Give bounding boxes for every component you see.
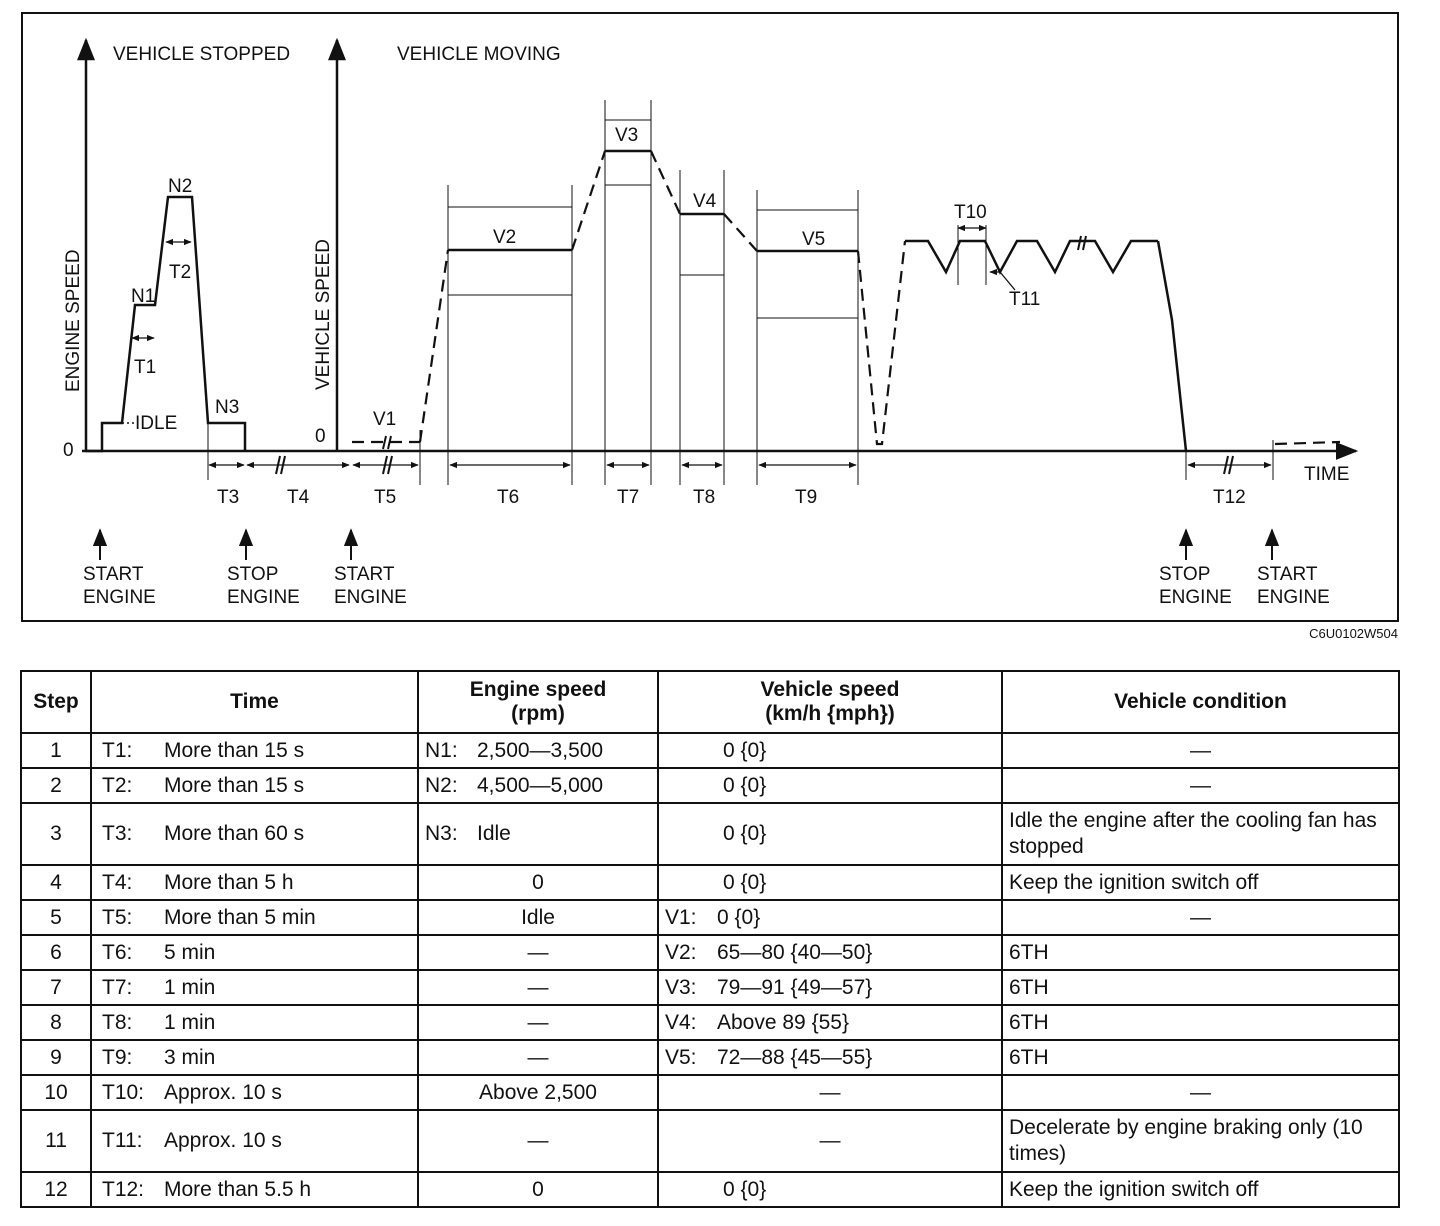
event-line: ENGINE	[334, 587, 407, 608]
label-t8: T8	[693, 487, 716, 508]
cell-engine-speed	[418, 733, 658, 768]
figure-code: C6U0102W504	[1309, 626, 1398, 641]
label-v4: V4	[693, 191, 717, 212]
table-row	[21, 733, 1399, 768]
cell-engine-speed	[418, 900, 658, 935]
cell-time	[91, 1172, 418, 1207]
label-n3: N3	[215, 397, 240, 418]
label-zero-vehicle: 0	[315, 426, 326, 447]
cell-time	[91, 970, 418, 1005]
event-start-engine-1	[83, 564, 156, 608]
time-value: More than 15 s	[164, 738, 305, 762]
label-t7: T7	[617, 487, 640, 508]
cell-vehicle-speed	[658, 1110, 1002, 1172]
event-line: STOP	[1159, 564, 1211, 585]
header-vehicle-speed	[658, 671, 1002, 733]
cell-vehicle-speed	[658, 733, 1002, 768]
label-v2: V2	[493, 227, 517, 248]
cell-step: 9	[21, 1040, 91, 1075]
cell-time	[91, 1110, 418, 1172]
label-vehicle-stopped: VEHICLE STOPPED	[113, 44, 291, 65]
cell-time	[91, 1075, 418, 1110]
event-line: START	[1257, 564, 1318, 585]
vehicle-value: 0 {0}	[723, 870, 767, 894]
vehicle-value: 0 {0}	[723, 1177, 767, 1201]
cell-step: 7	[21, 970, 91, 1005]
cell-vehicle-speed	[658, 768, 1002, 803]
cell-engine-speed	[418, 935, 658, 970]
cell-vehicle-speed	[658, 1172, 1002, 1207]
cell-vehicle-condition: —	[1002, 768, 1399, 803]
vehicle-speed-profile	[448, 151, 1186, 451]
cell-vehicle-condition: 6TH	[1002, 970, 1399, 1005]
label-t2: T2	[169, 262, 192, 283]
cell-step: 12	[21, 1172, 91, 1207]
cell-time	[91, 803, 418, 865]
table-row	[21, 1172, 1399, 1207]
vehicle-value: 0 {0}	[723, 773, 767, 797]
label-engine-speed-axis: ENGINE SPEED	[63, 249, 84, 392]
cell-step: 2	[21, 768, 91, 803]
label-v3: V3	[615, 125, 639, 146]
label-t1: T1	[134, 357, 157, 378]
header-line: (km/h {mph})	[765, 702, 895, 725]
time-value: More than 15 s	[164, 773, 305, 797]
time-value: Approx. 10 s	[164, 1080, 282, 1104]
time-value: 3 min	[164, 1045, 216, 1069]
table-row	[21, 865, 1399, 900]
label-t12: T12	[1213, 487, 1246, 508]
cell-time	[91, 1005, 418, 1040]
engine-label: N2:	[425, 773, 458, 797]
vehicle-label: V2:	[665, 940, 697, 964]
engine-value: Idle	[477, 822, 511, 845]
event-line: START	[334, 564, 395, 585]
time-label: T10:	[102, 1080, 145, 1104]
time-label: T11:	[102, 1129, 143, 1152]
cell-vehicle-speed	[658, 935, 1002, 970]
cell-vehicle-condition: Keep the ignition switch off	[1002, 1172, 1399, 1207]
cell-vehicle-condition: 6TH	[1002, 1005, 1399, 1040]
vehicle-value: 79—91 {49—57}	[717, 975, 873, 999]
vehicle-value: —	[819, 1080, 841, 1104]
table-row	[21, 1040, 1399, 1075]
label-n2: N2	[168, 176, 193, 197]
vehicle-value: Above 89 {55}	[717, 1010, 849, 1034]
engine-value: —	[527, 975, 549, 999]
cell-step: 11	[21, 1110, 91, 1172]
time-label: T12:	[102, 1177, 145, 1201]
label-t11: T11	[1009, 289, 1041, 310]
time-value: 1 min	[164, 975, 216, 999]
cell-step: 1	[21, 733, 91, 768]
event-start-engine-2	[334, 564, 407, 608]
event-line: ENGINE	[83, 587, 156, 608]
procedure-table	[20, 670, 1400, 1208]
table-row	[21, 900, 1399, 935]
time-value: 1 min	[164, 1010, 216, 1034]
vehicle-label: V3:	[665, 975, 697, 999]
table-row	[21, 768, 1399, 803]
vehicle-label: V1:	[665, 905, 697, 929]
label-v1: V1	[373, 409, 397, 430]
cell-step: 4	[21, 865, 91, 900]
cell-time	[91, 935, 418, 970]
time-label: T7:	[102, 975, 133, 999]
table-row	[21, 970, 1399, 1005]
table-row	[21, 1110, 1399, 1172]
event-start-engine-3	[1257, 564, 1330, 608]
engine-value: 0	[532, 1177, 544, 1201]
cell-engine-speed	[418, 768, 658, 803]
cell-step: 3	[21, 803, 91, 865]
time-value: More than 5 h	[164, 870, 294, 894]
label-t6: T6	[497, 487, 520, 508]
event-line: ENGINE	[227, 587, 300, 608]
header-vehicle-condition: Vehicle condition	[1002, 671, 1399, 733]
time-label: T1:	[102, 738, 133, 762]
table-row	[21, 1005, 1399, 1040]
cell-step: 8	[21, 1005, 91, 1040]
time-value: Approx. 10 s	[164, 1129, 282, 1152]
table-row	[21, 935, 1399, 970]
event-line: ENGINE	[1159, 587, 1232, 608]
vehicle-value: 65—80 {40—50}	[717, 940, 873, 964]
time-value: 5 min	[164, 940, 216, 964]
event-line: STOP	[227, 564, 279, 585]
engine-value: —	[527, 1129, 549, 1152]
cell-vehicle-condition: —	[1002, 900, 1399, 935]
cell-engine-speed	[418, 803, 658, 865]
diagram-frame	[22, 13, 1398, 621]
label-t4: T4	[287, 487, 310, 508]
cell-time	[91, 900, 418, 935]
cell-vehicle-speed	[658, 865, 1002, 900]
cell-time	[91, 1040, 418, 1075]
cell-vehicle-condition: 6TH	[1002, 1040, 1399, 1075]
label-zero-engine: 0	[63, 440, 74, 461]
label-t3: T3	[217, 487, 240, 508]
label-time-axis: TIME	[1304, 464, 1350, 485]
header-line: (rpm)	[511, 702, 565, 725]
time-label: T5:	[102, 905, 133, 929]
engine-value: 0	[532, 870, 544, 894]
header-engine-speed	[418, 671, 658, 733]
label-t9: T9	[795, 487, 818, 508]
engine-value: —	[527, 1045, 549, 1069]
time-label: T3:	[102, 822, 133, 845]
table-row	[21, 1075, 1399, 1110]
label-t5: T5	[374, 487, 397, 508]
cell-time	[91, 768, 418, 803]
cell-vehicle-condition: 6TH	[1002, 935, 1399, 970]
engine-value: 2,500—3,500	[477, 738, 604, 762]
engine-value: Above 2,500	[479, 1080, 597, 1104]
vehicle-speed-dashed	[352, 151, 1340, 444]
cell-engine-speed	[418, 1075, 658, 1110]
label-idle: IDLE	[135, 413, 178, 434]
engine-label: N3:	[425, 822, 458, 845]
header-line: Engine speed	[469, 678, 607, 701]
axes	[82, 40, 1356, 451]
time-value: More than 5 min	[164, 905, 316, 929]
engine-value: Idle	[521, 905, 555, 929]
engine-value: —	[527, 940, 549, 964]
label-vehicle-speed-axis: VEHICLE SPEED	[313, 239, 334, 390]
cell-engine-speed	[418, 1040, 658, 1075]
cell-engine-speed	[418, 970, 658, 1005]
cell-time	[91, 865, 418, 900]
cell-vehicle-speed	[658, 900, 1002, 935]
cell-time	[91, 733, 418, 768]
speed-range-boxes	[208, 100, 1273, 485]
engine-label: N1:	[425, 738, 458, 762]
time-label: T8:	[102, 1010, 133, 1034]
label-n1: N1	[131, 286, 156, 307]
cell-vehicle-condition: —	[1002, 733, 1399, 768]
cell-vehicle-condition: Idle the engine after the cooling fan has stopped	[1002, 803, 1399, 865]
header-time: Time	[91, 671, 418, 733]
header-step: Step	[21, 671, 91, 733]
vehicle-value: 72—88 {45—55}	[717, 1045, 873, 1069]
cell-vehicle-speed	[658, 803, 1002, 865]
cell-vehicle-condition: Decelerate by engine braking only (10 times)	[1002, 1110, 1399, 1172]
cell-vehicle-speed	[658, 1040, 1002, 1075]
engine-value: —	[527, 1010, 549, 1034]
cell-engine-speed	[418, 1110, 658, 1172]
label-v5: V5	[802, 229, 826, 250]
cell-step: 10	[21, 1075, 91, 1110]
cell-engine-speed	[418, 865, 658, 900]
time-label: T2:	[102, 773, 133, 797]
vehicle-label: V4:	[665, 1010, 697, 1034]
event-line: START	[83, 564, 144, 585]
vehicle-value: 0 {0}	[717, 905, 761, 929]
event-line: ENGINE	[1257, 587, 1330, 608]
cell-engine-speed	[418, 1172, 658, 1207]
time-label: T6:	[102, 940, 133, 964]
vehicle-label: V5:	[665, 1045, 697, 1069]
time-value: More than 5.5 h	[164, 1177, 312, 1201]
cell-step: 6	[21, 935, 91, 970]
time-label: T4:	[102, 870, 133, 894]
event-arrows	[100, 530, 1272, 560]
event-stop-engine-2	[1159, 564, 1232, 608]
cell-vehicle-speed	[658, 970, 1002, 1005]
cell-vehicle-speed	[658, 1005, 1002, 1040]
label-t10: T10	[954, 202, 987, 223]
time-dimension-arrows	[132, 228, 1271, 465]
header-line: Vehicle speed	[760, 678, 900, 701]
label-vehicle-moving: VEHICLE MOVING	[397, 44, 561, 65]
vehicle-value: 0 {0}	[723, 738, 767, 762]
cell-vehicle-speed	[658, 1075, 1002, 1110]
cell-vehicle-condition: Keep the ignition switch off	[1002, 865, 1399, 900]
cell-step: 5	[21, 900, 91, 935]
cell-vehicle-condition: —	[1002, 1075, 1399, 1110]
table-row	[21, 803, 1399, 865]
time-label: T9:	[102, 1045, 133, 1069]
event-stop-engine-1	[227, 564, 300, 608]
vehicle-value: 0 {0}	[723, 822, 767, 845]
engine-value: 4,500—5,000	[477, 773, 604, 797]
time-value: More than 60 s	[164, 822, 305, 845]
vehicle-value: —	[819, 1129, 841, 1152]
cell-engine-speed	[418, 1005, 658, 1040]
table-header-row	[21, 671, 1399, 733]
